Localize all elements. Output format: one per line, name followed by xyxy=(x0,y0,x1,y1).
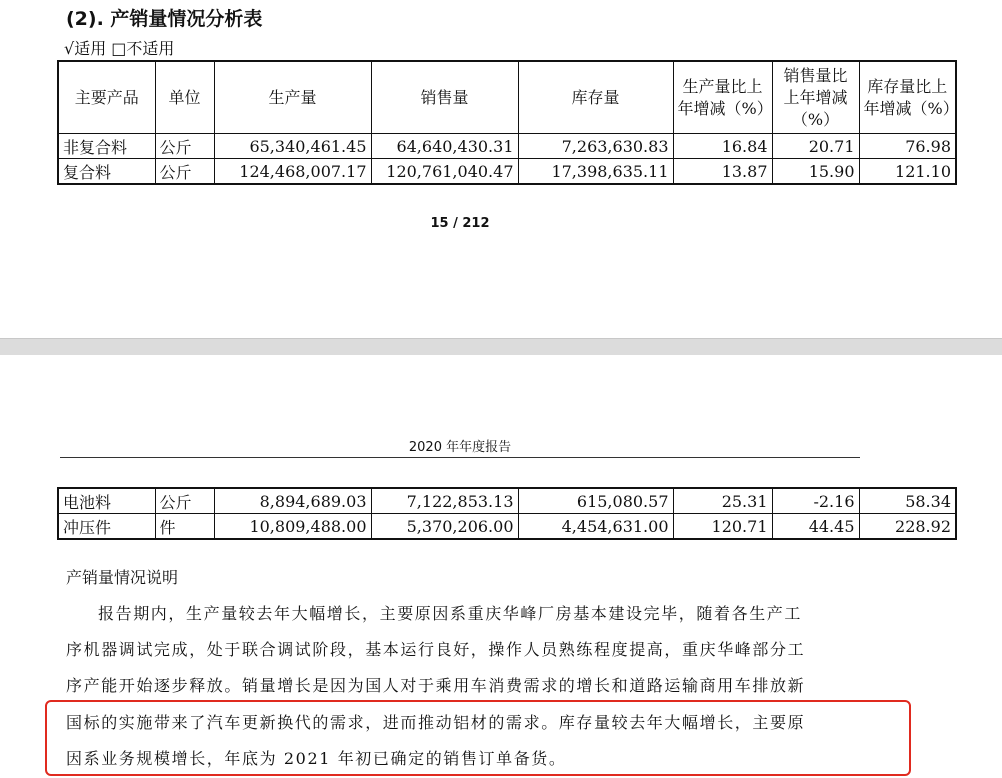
section-title: (2). 产销量情况分析表 xyxy=(66,8,263,30)
table-header-row xyxy=(58,61,956,134)
cell: 15.90 xyxy=(772,159,859,185)
cell: 20.71 xyxy=(772,134,859,159)
cell: 4,454,631.00 xyxy=(518,514,673,540)
cell: 615,080.57 xyxy=(518,488,673,514)
table-row xyxy=(58,514,956,540)
header-cell: 库存量 xyxy=(518,61,673,134)
cell: 64,640,430.31 xyxy=(371,134,518,159)
cell: 121.10 xyxy=(859,159,956,185)
cell: 124,468,007.17 xyxy=(214,159,371,185)
cell: 65,340,461.45 xyxy=(214,134,371,159)
highlight-box xyxy=(45,700,911,776)
cell: 16.84 xyxy=(673,134,772,159)
header-cell: 销售量比上年增减（%） xyxy=(772,61,859,134)
cell: 120.71 xyxy=(673,514,772,540)
cell: 8,894,689.03 xyxy=(214,488,371,514)
cell: 复合料 xyxy=(58,159,155,185)
cell: 非复合料 xyxy=(58,134,155,159)
report-header: 2020 年年度报告 xyxy=(408,440,512,455)
header-cell: 生产量比上年增减（%） xyxy=(673,61,772,134)
cell: 电池料 xyxy=(58,488,155,514)
cell: 公斤 xyxy=(155,134,214,159)
cell: 7,122,853.13 xyxy=(371,488,518,514)
paragraph-line: 因系业务规模增长，年底为 2021 年初已确定的销售订单备货。 xyxy=(66,749,567,768)
applicability-checkbox-text: √适用 □不适用 xyxy=(64,39,175,58)
cell: 7,263,630.83 xyxy=(518,134,673,159)
cell: 13.87 xyxy=(673,159,772,185)
table-row xyxy=(58,488,956,514)
cell: 120,761,040.47 xyxy=(371,159,518,185)
header-rule xyxy=(60,457,860,458)
cell: 76.98 xyxy=(859,134,956,159)
explanation-title: 产销量情况说明 xyxy=(66,568,179,587)
header-cell: 生产量 xyxy=(214,61,371,134)
cell: 件 xyxy=(155,514,214,540)
page-number: 15 / 212 xyxy=(430,216,490,231)
cell: -2.16 xyxy=(772,488,859,514)
table-row xyxy=(58,134,956,159)
production-sales-table-continued xyxy=(57,487,957,540)
cell: 17,398,635.11 xyxy=(518,159,673,185)
header-cell: 主要产品 xyxy=(58,61,155,134)
cell: 228.92 xyxy=(859,514,956,540)
cell: 公斤 xyxy=(155,488,214,514)
paragraph-line: 序产能开始逐步释放。销量增长是因为国人对于乘用车消费需求的增长和道路运输商用车排放新 xyxy=(66,676,806,695)
table-row xyxy=(58,159,956,185)
header-cell: 库存量比上年增减（%） xyxy=(859,61,956,134)
cell: 冲压件 xyxy=(58,514,155,540)
header-cell: 单位 xyxy=(155,61,214,134)
cell: 公斤 xyxy=(155,159,214,185)
paragraph-line: 序机器调试完成，处于联合调试阶段，基本运行良好，操作人员熟练程度提高，重庆华峰部分工 xyxy=(66,640,806,659)
header-cell: 销售量 xyxy=(371,61,518,134)
cell: 44.45 xyxy=(772,514,859,540)
cell: 10,809,488.00 xyxy=(214,514,371,540)
paragraph-line: 国标的实施带来了汽车更新换代的需求，进而推动铝材的需求。库存量较去年大幅增长，主要原 xyxy=(66,713,806,732)
page-separator xyxy=(0,338,1002,355)
cell: 5,370,206.00 xyxy=(371,514,518,540)
cell: 25.31 xyxy=(673,488,772,514)
cell: 58.34 xyxy=(859,488,956,514)
paragraph-line: 报告期内，生产量较去年大幅增长，主要原因系重庆华峰厂房基本建设完毕，随着各生产工 xyxy=(98,604,803,623)
production-sales-table xyxy=(57,60,957,185)
